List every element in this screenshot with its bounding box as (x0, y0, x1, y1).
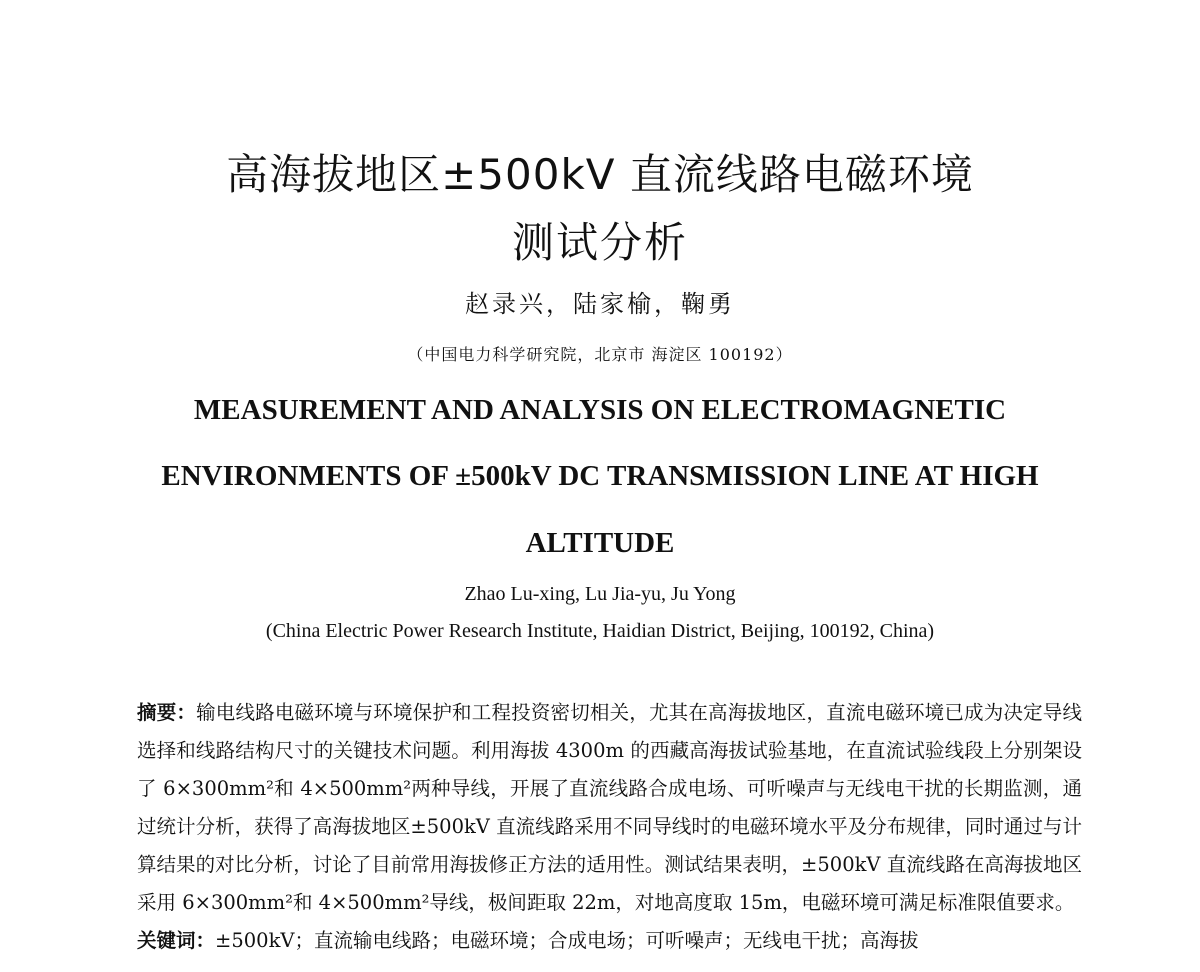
abstract-text: 输电线路电磁环境与环境保护和工程投资密切相关，尤其在高海拔地区，直流电磁环境已成为决定导线选择和线路结构尺寸的关键技术问题。利用海拔 4300m 的西藏高海拔试验基地，在直流试验线段上分别架设了 6×300mm²和 4×500mm²两种导线，开展了直流线路合成电场、可听噪声与无线电干扰的长期监测，通过统计分析，获得了高海拔地区±500kV 直流线路采用不同导线时的电磁环境水平及分布规律，同时通过与计算结果的对比分析，讨论了目前常用海拔修正方法的适用性。测试结果表明，±500kV 直流线路在高海拔地区采用 6×300mm²和 4×500mm²导线，极间距取 22m，对地高度取 15m，电磁环境可满足标准限值要求。 (137, 701, 1082, 914)
authors-en: Zhao Lu-xing, Lu Jia-yu, Ju Yong (464, 583, 736, 605)
abstract (137, 694, 1082, 960)
abstract-label: 摘要： (137, 701, 197, 724)
title-cn-line-1: 高海拔地区±500kV 直流线路电磁环境 (226, 150, 974, 199)
title-cn-line-2: 测试分析 (511, 218, 688, 267)
title-en-line-2: ENVIRONMENTS OF ±500kV DC TRANSMISSION LINE AT HIGH (161, 460, 1039, 492)
authors-cn: 赵录兴，陆家榆，鞠勇 (465, 290, 735, 318)
keywords-paragraph (137, 922, 1082, 960)
abstract-paragraph (137, 694, 1082, 922)
title-en-line-3: ALTITUDE (525, 527, 675, 559)
keywords-text: ±500kV；直流输电线路；电磁环境；合成电场；可听噪声；无线电干扰；高海拔 (215, 929, 919, 952)
keywords-label: 关键词： (137, 929, 216, 952)
affiliation-cn: （中国电力科学研究院，北京市 海淀区 100192） (407, 345, 793, 364)
title-en-line-1: MEASUREMENT AND ANALYSIS ON ELECTROMAGNETIC (193, 394, 1007, 426)
affiliation-en: (China Electric Power Research Institute, Haidian District, Beijing, 100192, China) (265, 620, 935, 642)
